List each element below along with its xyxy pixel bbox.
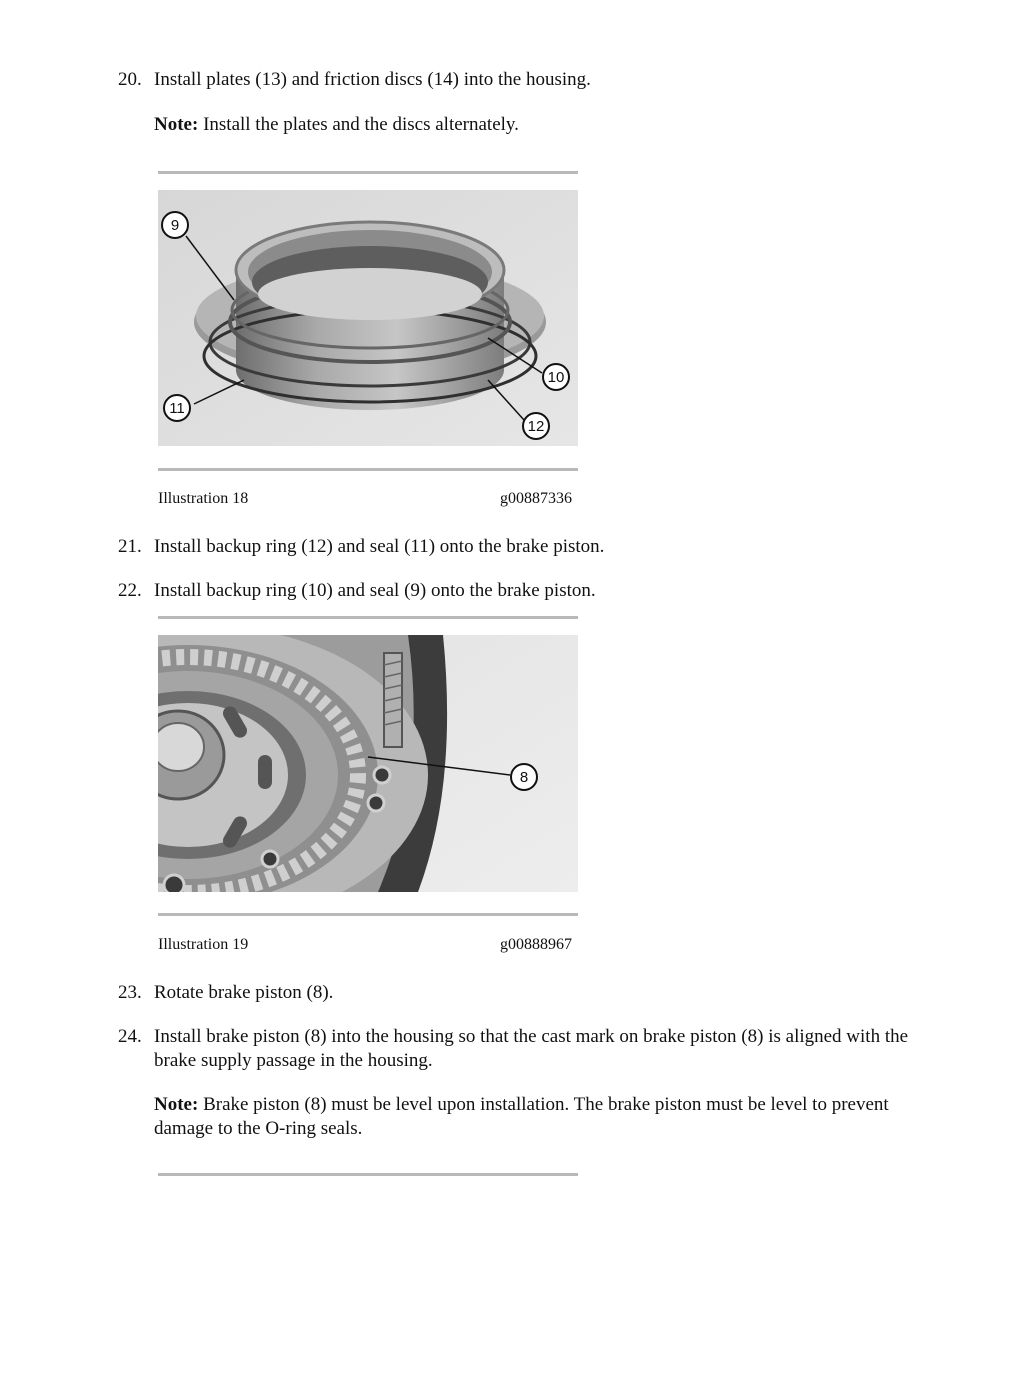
illustration-18-image <box>158 190 578 446</box>
divider <box>158 1173 578 1176</box>
figure-caption: Illustration 18 <box>158 490 249 507</box>
note-text: Brake piston (8) must be level upon installation. The brake piston must be level to prevent damage to the O-ring seals. <box>154 1094 889 1139</box>
step-number: 22. <box>118 580 142 601</box>
illustration-19-image <box>158 635 578 892</box>
step-number: 24. <box>118 1026 142 1047</box>
callout-12: 12 <box>527 418 545 435</box>
note-2 <box>154 1093 914 1141</box>
divider <box>158 468 578 471</box>
step-number: 21. <box>118 536 142 557</box>
figure-code: g00887336 <box>500 490 572 507</box>
callout-11: 11 <box>169 400 185 417</box>
callout-8: 8 <box>519 769 529 786</box>
divider <box>158 913 578 916</box>
step-number: 23. <box>118 982 142 1003</box>
note-label: Note: <box>154 1094 199 1115</box>
step-text: Rotate brake piston (8). <box>154 982 334 1003</box>
step-text: Install backup ring (10) and seal (9) onto the brake piston. <box>154 580 596 601</box>
callout-9: 9 <box>170 217 180 234</box>
callout-10: 10 <box>547 369 565 386</box>
step-number: 20. <box>118 69 142 90</box>
note-label: Note: <box>154 114 199 135</box>
note-1 <box>154 113 914 137</box>
figure-code: g00888967 <box>500 936 572 953</box>
divider <box>158 616 578 619</box>
step-text: Install backup ring (12) and seal (11) onto the brake piston. <box>154 536 605 557</box>
step-text: Install brake piston (8) into the housing so that the cast mark on brake piston (8) is aligned with the brake supply passage in the housing. <box>154 1026 909 1071</box>
divider <box>158 171 578 174</box>
figure-caption: Illustration 19 <box>158 936 249 953</box>
note-text: Install the plates and the discs alternately. <box>198 114 519 135</box>
step-text: Install plates (13) and friction discs (14) into the housing. <box>154 69 591 90</box>
